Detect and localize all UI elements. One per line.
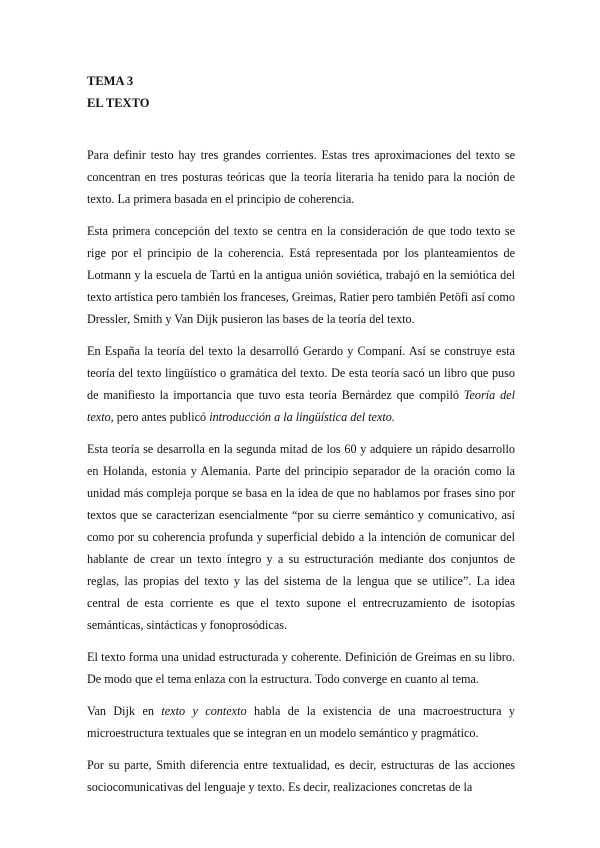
paragraph-van-dijk (87, 700, 515, 744)
paragraph-spain-text-1: En España la teoría del texto la desarrolló Gerardo y Companí. Así se construye esta teoría del texto lingüístico o gramática del texto. De esta teoría sacó un libro que puso de manifiesto la importancia que tuvo esta teoría Bernárdez que compiló (87, 344, 515, 402)
paragraph-van-dijk-text-2: habla de la existencia de una macroestructura y microestructura textuales que se integran en un modelo semántico y pragmático. (87, 704, 515, 740)
paragraph-spain-text-2: pero antes publicó (113, 410, 210, 424)
topic-number: TEMA 3 (87, 74, 134, 88)
book-title-texto-y-contexto: texto y contexto (161, 704, 247, 718)
book-title-introduccion: introducción a la lingüística del texto. (209, 410, 395, 424)
document-body (87, 70, 515, 808)
paragraph-coherence: Esta primera concepción del texto se centra en la consideración de que todo texto se rige por el principio de la coherencia. Está representada por los planteamientos de Lotmann y la escuela de Tartú en la antigua unión soviética, trabajó en la semiótica del texto artística pero también los franceses, Greimas, Ratier pero también Petöfi así como Dressler, Smith y Van Dijk pusieron las bases de la teoría del texto. (87, 224, 515, 326)
title-spacer (87, 114, 515, 144)
paragraph-intro: Para definir testo hay tres grandes corrientes. Estas tres aproximaciones del texto se concentran en tres posturas teóricas que la teoría literaria ha tenido para la noción de texto. La primera basada en el principio de coherencia. (87, 148, 515, 206)
paragraph-structure: El texto forma una unidad estructurada y coherente. Definición de Greimas en su libro. De modo que el tema enlaza con la estructura. Todo converge en cuanto al tema. (87, 650, 515, 686)
paragraph-smith: Por su parte, Smith diferencia entre textualidad, es decir, estructuras de las acciones sociocomunicativas del lenguaje y texto. Es decir, realizaciones concretas de la (87, 758, 515, 794)
document-title: EL TEXTO (87, 96, 150, 110)
book-title-teoria-del-texto: Teoría del texto, (87, 388, 515, 424)
paragraph-spain (87, 340, 515, 428)
paragraph-development: Esta teoría se desarrolla en la segunda mitad de los 60 y adquiere un rápido desarrollo en Holanda, estonia y Alemania. Parte del principio separador de la oración como la unidad más compleja porque se basa en la idea de que no hablamos por frases sino por textos que se caracterizan esencialmente “por su cierre semántico y comunicativo, así como por su coherencia profunda y superficial debido a la intención de comunicar del hablante de crear un texto íntegro y a su estructuración mediante dos conjuntos de reglas, las propias del texto y las del sistema de la lengua que se utilice”. La idea central de esta corriente es que el texto supone el entrecruzamiento de isotopías semánticas, sintácticas y fonoprosódicas. (87, 442, 515, 632)
paragraph-van-dijk-text-1: Van Dijk en (87, 704, 162, 718)
